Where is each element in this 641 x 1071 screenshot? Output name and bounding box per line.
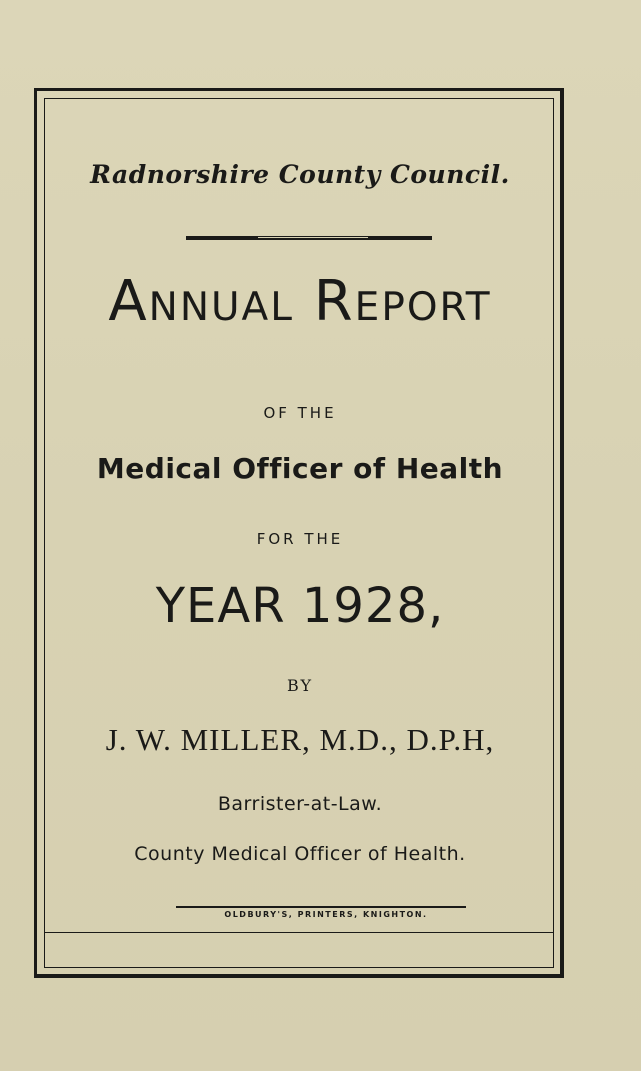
of-the-text: OF THE <box>263 404 337 422</box>
ornamental-rule-gap <box>258 237 368 238</box>
bottom-rule <box>44 932 554 933</box>
printer-imprint: OLDBURY'S, PRINTERS, KNIGHTON. <box>224 910 428 919</box>
author-position: County Medical Officer of Health. <box>134 843 466 865</box>
for-the-text: FOR THE <box>256 530 344 548</box>
by-text: BY <box>286 676 314 695</box>
officer-title: Medical Officer of Health <box>96 452 504 485</box>
author-name: J. W. MILLER, M.D., D.P.H, <box>105 722 495 757</box>
author-qualification: Barrister-at-Law. <box>217 793 383 815</box>
report-year: YEAR 1928, <box>155 578 445 634</box>
council-heading: Radnorshire County Council. <box>90 160 510 189</box>
report-title: Annual Report <box>108 269 492 334</box>
printer-rule <box>176 906 466 908</box>
